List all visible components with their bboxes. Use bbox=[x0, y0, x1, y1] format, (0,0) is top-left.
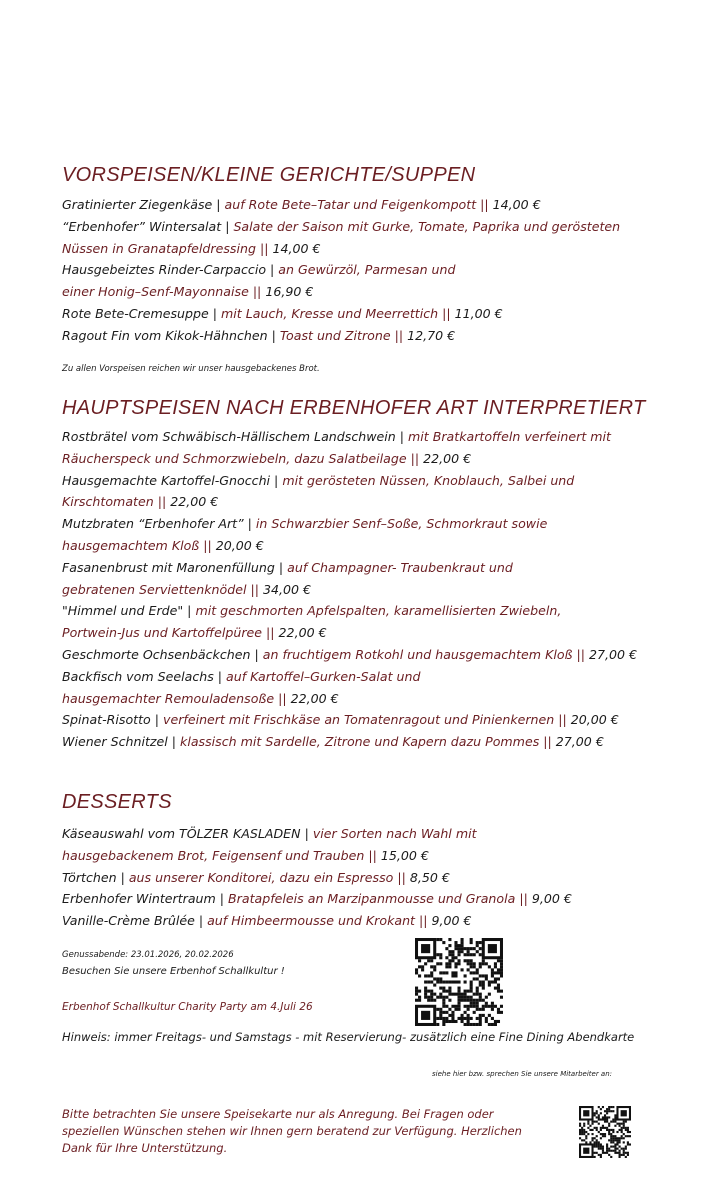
desserts-line bbox=[62, 891, 572, 907]
menu-text-c: 22,00 € bbox=[278, 625, 327, 641]
mains-line bbox=[62, 691, 339, 707]
menu-text-b: an fruchtigem Rotkohl und hausgemachtem Kloß || bbox=[262, 647, 589, 662]
desserts-line bbox=[62, 826, 477, 842]
desserts-title: DESSERTS bbox=[62, 791, 172, 813]
menu-text-c: 22,00 € bbox=[170, 494, 219, 510]
menu-text-c: 27,00 € bbox=[588, 647, 638, 662]
menu-text-c: 20,00 € bbox=[570, 712, 619, 728]
menu-text-b: Salate der Saison mit Gurke, Tomate, Paprika und gerösteten bbox=[233, 218, 621, 234]
menu-text-b: hausgebackenem Brot, Feigensenf und Trauben || bbox=[62, 847, 381, 863]
charity-party: Erbenhof Schallkultur Charity Party am 4.Juli 26 bbox=[62, 1001, 313, 1013]
mains-line bbox=[62, 494, 218, 510]
menu-text-c: 11,00 € bbox=[454, 306, 503, 321]
menu-text-c: 15,00 € bbox=[380, 847, 429, 863]
menu-text-c: 12,70 € bbox=[407, 327, 456, 343]
mains-line bbox=[62, 734, 604, 750]
menu-text-b: in Schwarzbier Senf–Soße, Schmorkraut sowie bbox=[255, 516, 548, 532]
qr-code-menu[interactable] bbox=[579, 1106, 631, 1158]
menu-text-a: Ragout Fin vom Kikok-Hähnchen | bbox=[62, 327, 280, 343]
menu-text-a: Wiener Schnitzel | bbox=[62, 734, 181, 750]
mains-line bbox=[62, 603, 561, 619]
mains-line bbox=[62, 582, 311, 598]
menu-text-b: Bratapfeleis an Marzipanmousse und Granola || bbox=[228, 891, 532, 907]
menu-text-c: 14,00 € bbox=[492, 197, 541, 212]
desserts-line bbox=[62, 870, 450, 886]
mains-line bbox=[62, 429, 611, 445]
menu-text-b: vier Sorten nach Wahl mit bbox=[312, 826, 477, 841]
menu-text-b: einer Honig–Senf-Mayonnaise || bbox=[62, 284, 266, 300]
mains-line bbox=[62, 625, 327, 641]
menu-text-a: Fasanenbrust mit Maronenfüllung | bbox=[62, 559, 288, 575]
menu-text-b: mit Lauch, Kresse und Meerrettich || bbox=[221, 306, 455, 321]
menu-text-a: Gratinierter Ziegenkäse | bbox=[62, 197, 225, 212]
menu-text-b: auf Rote Bete–Tatar und Feigenkompott || bbox=[224, 197, 493, 212]
mains-line bbox=[62, 560, 513, 576]
menu-text-a: Erbenhofer Wintertraum | bbox=[62, 891, 229, 907]
menu-text-a: Geschmorte Ochsenbäckchen | bbox=[62, 647, 263, 662]
event-dates: Genussabende: 23.01.2026, 20.02.2026 bbox=[62, 950, 234, 960]
menu-text-b: aus unserer Konditorei, dazu ein Espresso || bbox=[128, 869, 410, 885]
menu-text-c: 9,00 € bbox=[431, 913, 472, 929]
menu-text-c: 8,50 € bbox=[409, 869, 450, 885]
desserts-line bbox=[62, 913, 472, 929]
starters-line bbox=[62, 328, 455, 344]
menu-text-b: mit Bratkartoffeln verfeinert mit bbox=[408, 429, 611, 444]
starters-line bbox=[62, 284, 313, 300]
menu-text-a: Spinat-Risotto | bbox=[62, 712, 164, 728]
menu-text-b: auf Kartoffel–Gurken-Salat und bbox=[226, 668, 421, 684]
menu-text-b: hausgemachter Remouladensoße || bbox=[62, 690, 291, 706]
menu-text-a: “Erbenhofer” Wintersalat | bbox=[62, 218, 234, 234]
menu-text-b: Nüssen in Granatapfeldressing || bbox=[62, 240, 273, 256]
fine-dining-notice: Hinweis: immer Freitags- und Samstags - mit Reservierung- zusätzlich eine Fine Dining Abendkarte bbox=[62, 1030, 635, 1044]
menu-text-c: 34,00 € bbox=[262, 581, 312, 597]
menu-text-b: verfeinert mit Frischkäse an Tomatenragout und Pinienkernen || bbox=[163, 712, 571, 728]
menu-text-b: gebratenen Serviettenknödel || bbox=[62, 581, 263, 597]
menu-text-c: 14,00 € bbox=[272, 240, 321, 256]
starters-line bbox=[62, 306, 503, 322]
menu-text-a: Vanille-Crème Brûlée | bbox=[62, 913, 208, 929]
menu-text-b: Portwein-Jus und Kartoffelpüree || bbox=[62, 625, 279, 641]
menu-text-b: klassisch mit Sardelle, Zitrone und Kapern dazu Pommes || bbox=[180, 734, 556, 750]
staff-note: siehe hier bzw. sprechen Sie unsere Mitarbeiter an: bbox=[432, 1070, 613, 1078]
menu-text-c: 22,00 € bbox=[290, 690, 339, 706]
menu-text-b: Kirschtomaten || bbox=[62, 494, 171, 510]
menu-text-c: 20,00 € bbox=[215, 538, 264, 553]
bread-note: Zu allen Vorspeisen reichen wir unser hausgebackenes Brot. bbox=[62, 364, 320, 374]
menu-text-b: Toast und Zitrone || bbox=[279, 327, 408, 343]
menu-text-b: auf Champagner- Traubenkraut und bbox=[287, 559, 513, 575]
menu-text-a: Rostbrätel vom Schwäbisch-Hällischem Landschwein | bbox=[62, 429, 409, 444]
menu-text-b: mit geschmorten Apfelspalten, karamellisierten Zwiebeln, bbox=[195, 603, 562, 619]
menu-text-c: 9,00 € bbox=[531, 891, 572, 907]
starters-title: VORSPEISEN/KLEINE GERICHTE/SUPPEN bbox=[62, 164, 476, 186]
mains-line bbox=[62, 647, 637, 663]
starters-line bbox=[62, 219, 620, 235]
mains-line bbox=[62, 712, 619, 728]
visit-text: Besuchen Sie unsere Erbenhof Schallkultur ! bbox=[62, 966, 285, 977]
menu-text-b: hausgemachtem Kloß || bbox=[62, 538, 216, 553]
menu-text-a: Mutzbraten “Erbenhofer Art” | bbox=[62, 516, 256, 532]
menu-text-b: mit gerösteten Nüssen, Knoblauch, Salbei und bbox=[282, 472, 575, 488]
closing-text: Bitte betrachten Sie unsere Speisekarte nur als Anregung. Bei Fragen oder speziellen Wünschen stehen wir Ihnen gern beratend zur Verfügung. Herzlichen Dank für Ihre Unterstützung. bbox=[62, 1107, 522, 1155]
menu-text-a: Rote Bete-Cremesuppe | bbox=[62, 306, 222, 321]
menu-text-a: Törtchen | bbox=[62, 869, 129, 885]
mains-line bbox=[62, 451, 471, 467]
menu-text-a: Hausgebeiztes Rinder-Carpaccio | bbox=[62, 262, 279, 278]
menu-text-b: Räucherspeck und Schmorzwiebeln, dazu Salatbeilage || bbox=[62, 450, 424, 466]
menu-text-c: 22,00 € bbox=[423, 450, 472, 466]
menu-text-a: Käseauswahl vom TÖLZER KASLADEN | bbox=[62, 826, 313, 841]
starters-line bbox=[62, 197, 541, 213]
menu-text-b: an Gewürzöl, Parmesan und bbox=[278, 262, 456, 278]
menu-text-b: auf Himbeermousse und Krokant || bbox=[207, 913, 432, 929]
menu-text-c: 16,90 € bbox=[265, 284, 314, 300]
menu-text-a: Backfisch vom Seelachs | bbox=[62, 668, 227, 684]
mains-line bbox=[62, 516, 547, 532]
menu-text-c: 27,00 € bbox=[555, 734, 604, 750]
starters-line bbox=[62, 241, 321, 257]
desserts-line bbox=[62, 848, 429, 864]
menu-text-a: Hausgemachte Kartoffel-Gnocchi | bbox=[62, 472, 283, 488]
starters-line bbox=[62, 262, 456, 278]
mains-line bbox=[62, 473, 574, 489]
mains-line bbox=[62, 669, 420, 685]
mains-title: HAUPTSPEISEN NACH ERBENHOFER ART INTERPRETIERT bbox=[62, 397, 646, 419]
mains-line bbox=[62, 538, 264, 554]
qr-code-events[interactable] bbox=[415, 938, 503, 1026]
menu-text-a: "Himmel und Erde" | bbox=[62, 603, 196, 619]
